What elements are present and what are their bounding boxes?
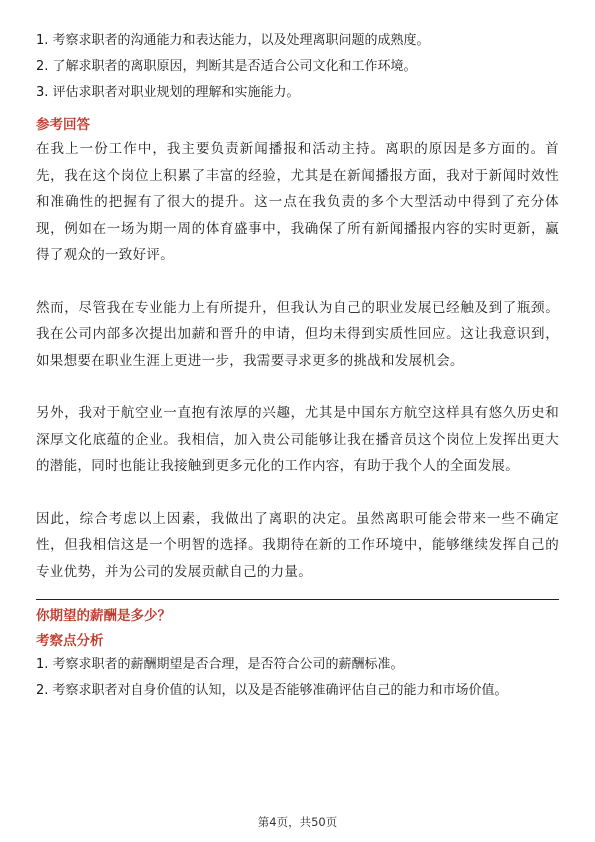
list-item: 1. 考察求职者的沟通能力和表达能力，以及处理离职问题的成熟度。 (36, 33, 430, 48)
intro-list (36, 28, 559, 106)
question-heading: 你期望的薪酬是多少？ (36, 608, 171, 624)
analysis-heading: 考察点分析 (36, 633, 104, 649)
analysis-list (36, 652, 559, 704)
answer-paragraph: 因此，综合考虑以上因素，我做出了离职的决定。虽然离职可能会带来一些不确定性，但我相信这是一个明智的选择。我期待在新的工作环境中，能够继续发挥自己的专业优势，并为公司的发展贡献自己的力量。 (36, 510, 559, 580)
list-item: 1. 考察求职者的薪酬期望是否合理，是否符合公司的薪酬标准。 (36, 657, 404, 672)
answer-paragraph: 在我上一份工作中，我主要负责新闻播报和活动主持。离职的原因是多方面的。首先，我在这个岗位上积累了丰富的经验，尤其是在新闻播报方面，我对于新闻时效性和准确性的把握有了很大的提升。这一点在我负责的多个大型活动中得到了充分体现，例如在一场为期一周的体育盛事中，我确保了所有新闻播报内容的实时更新，赢得了观众的一致好评。 (36, 141, 559, 263)
answer-heading: 参考回答 (36, 117, 90, 133)
document-page (36, 0, 559, 842)
answer-paragraph: 然而，尽管我在专业能力上有所提升，但我认为自己的职业发展已经触及到了瓶颈。我在公司内部多次提出加薪和晋升的申请，但均未得到实质性回应。这让我意识到，如果想要在职业生涯上更进一步，我需要寻求更多的挑战和发展机会。 (36, 299, 559, 369)
list-item: 2. 考察求职者对自身价值的认知，以及是否能够准确评估自己的能力和市场价值。 (36, 683, 508, 698)
section-divider (36, 599, 559, 600)
list-item: 3. 评估求职者对职业规划的理解和实施能力。 (36, 85, 300, 100)
answer-paragraph: 另外，我对于航空业一直抱有浓厚的兴趣，尤其是中国东方航空这样具有悠久历史和深厚文化底蕴的企业。我相信，加入贵公司能够让我在播音员这个岗位上发挥出更大的潜能，同时也能让我接触到更多元化的工作内容，有助于我个人的全面发展。 (36, 405, 559, 474)
page-footer: 第4页，共50页 (257, 815, 338, 829)
list-item: 2. 了解求职者的离职原因，判断其是否适合公司文化和工作环境。 (36, 59, 417, 74)
